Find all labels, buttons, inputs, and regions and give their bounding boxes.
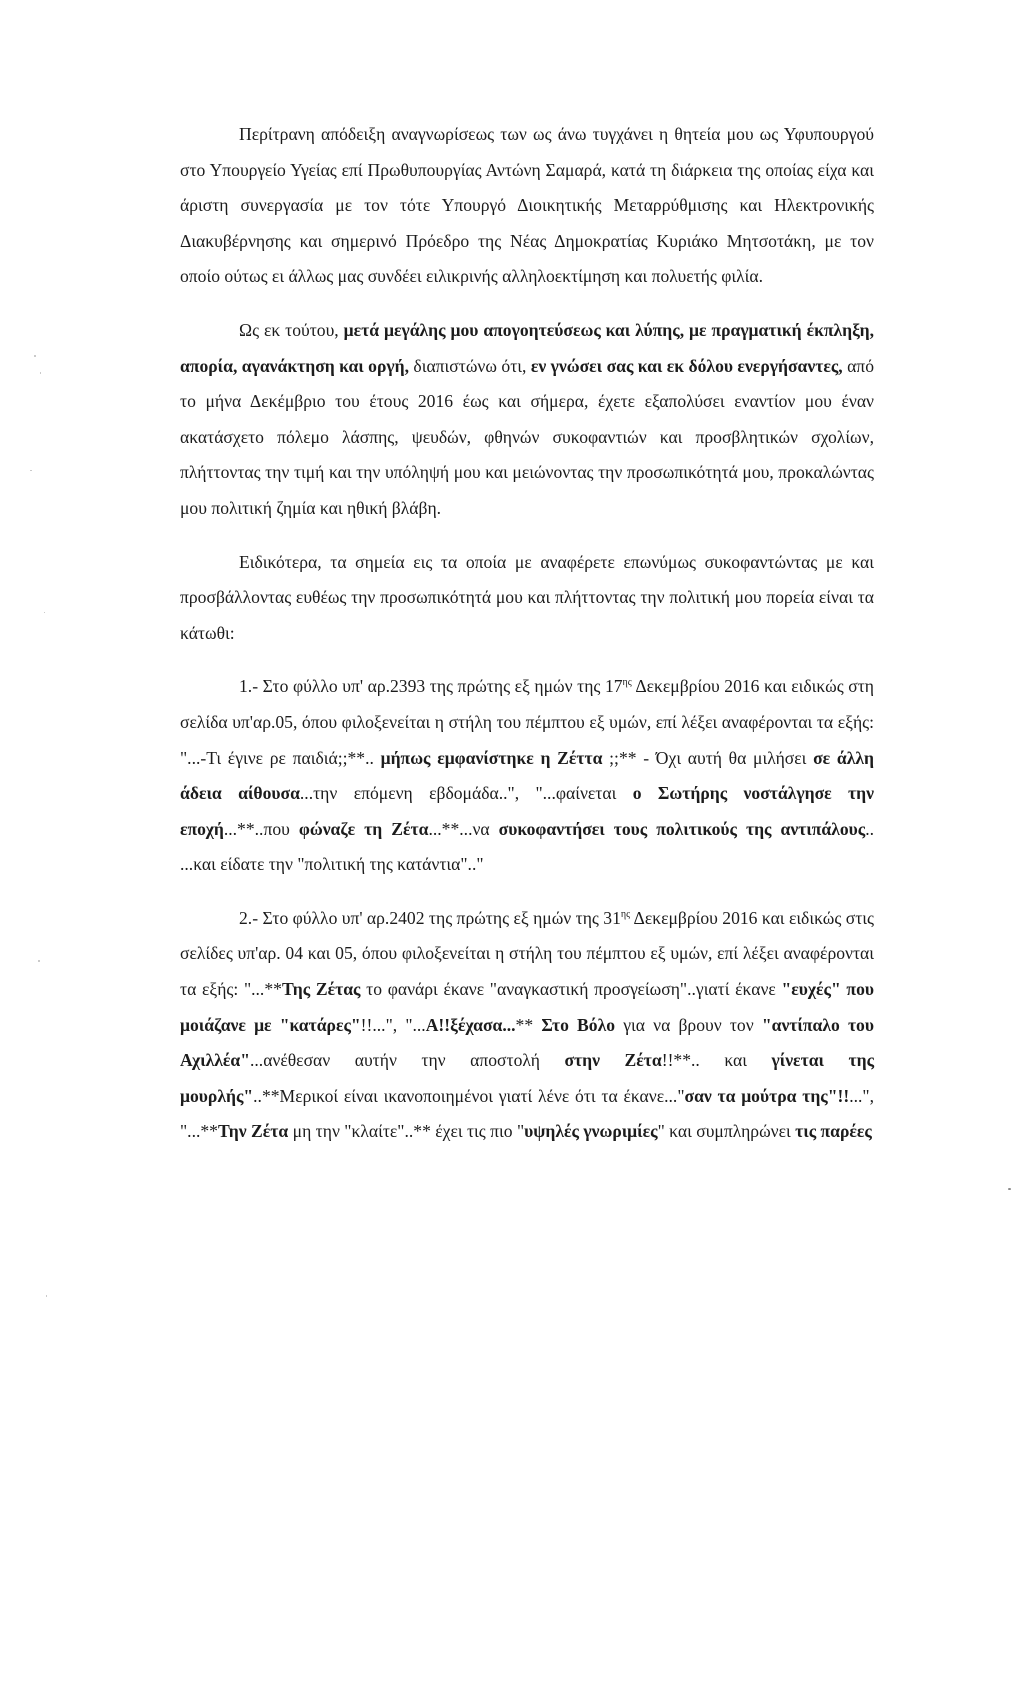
paragraph-text: Ειδικότερα, τα σημεία εις τα οποία με αναφέρετε επωνύμως συκοφαντώντας με και προσβάλλοντας ευθέως την προσωπικότητά μου και πλήττοντας την πολιτική μου πορεία είναι τα κάτωθι: xyxy=(180,551,874,643)
scan-speck xyxy=(40,372,41,374)
bold-run: σε άλλη άδεια αίθουσα xyxy=(180,747,874,804)
scan-speck xyxy=(44,612,45,613)
text-run: το φανάρι έκανε "αναγκαστική προσγείωση"..γιατί έκανε xyxy=(360,979,782,1000)
text-run: ...", "...** xyxy=(180,1085,874,1142)
bold-run: Της Ζέτας xyxy=(281,979,361,1000)
bold-run: εν γνώσει σας και εκ δόλου ενεργήσαντες, xyxy=(530,355,843,376)
bold-run: μετά μεγάλης μου απογοητεύσεως και λύπης, με πραγματική έκπληξη, απορία, αγανάκτηση και οργή, xyxy=(180,319,874,376)
bold-run: Στο Βόλο xyxy=(541,1014,616,1035)
text-run: διαπιστώνω ότι, xyxy=(409,355,531,376)
text-run: ;;** - Όχι αυτή θα μιλήσει xyxy=(602,747,814,768)
text-run: Ως εκ τούτου, xyxy=(239,319,344,340)
paragraph-text: Περίτρανη απόδειξη αναγνωρίσεως των ως άνω τυγχάνει η θητεία μου ως Υφυπουργού στο Υπουργείο Υγείας επί Πρωθυπουργίας Αντώνη Σαμαρά, κατά τη διάρκεια της οποίας είχα και άριστη συνεργασία με τον τότε Υπουργό Διοικητικής Μεταρρύθμισης και Ηλεκτρονικής Διακυβέρνησης και σημερινό Πρόεδρο της Νέας Δημοκρατίας Κυριάκο Μητσοτάκη, με τον οποίο ούτως ει άλλως μας συνδέει ειλικρινής αλληλοεκτίμηση και πολυετής φιλία. xyxy=(180,124,874,287)
paragraph-1 xyxy=(180,117,874,295)
text-run: .. ...και είδατε την "πολιτική της κατάντια".." xyxy=(180,818,874,875)
bold-run: Α!!ξέχασα... xyxy=(425,1014,516,1035)
paragraph-3 xyxy=(180,545,874,652)
bold-run: Την Ζέτα xyxy=(217,1121,289,1142)
bold-run: μήπως εμφανίστηκε η Ζέττα xyxy=(380,747,603,768)
text-run: ** xyxy=(515,1014,542,1035)
bold-run: στην Ζέτα xyxy=(564,1050,662,1071)
scan-speck xyxy=(38,960,40,962)
text-run: !!**.. και xyxy=(661,1050,772,1071)
bold-run: σαν τα μούτρα της"!! xyxy=(684,1085,850,1106)
bold-run: "ευχές" που μοιάζανε με "κατάρες" xyxy=(180,979,874,1035)
bold-run: συκοφαντήσει τους πολιτικούς της αντιπάλους xyxy=(498,818,866,839)
paragraph-5 xyxy=(180,901,874,1150)
letter-body xyxy=(180,117,874,1150)
text-run: Δεκεμβρίου 2016 και ειδικώς στη σελίδα υπ'αρ.05, όπου φιλοξενείται η στήλη του πέμπτου εξ υμών, επί λέξει αναφέρονται τα εξής: "...-Τι έγινε ρε παιδιά;;**.. xyxy=(180,676,874,768)
ordinal-suffix: ης xyxy=(620,909,631,921)
ordinal-suffix: ης xyxy=(622,677,632,689)
text-run: μη την "κλαίτε"..** έχει τις πιο " xyxy=(288,1121,525,1142)
text-run: Δεκεμβρίου 2016 και ειδικώς στις σελίδες υπ'αρ. 04 και 05, όπου φιλοξενείται η στήλη του πέμπτου εξ υμών, επί λέξει αναφέρονται τα εξής: "...** xyxy=(180,907,874,1000)
paragraph-4 xyxy=(180,669,874,883)
text-run: ...**...να xyxy=(428,818,499,839)
bold-run: υψηλές γνωριμίες xyxy=(524,1121,658,1142)
scan-speck xyxy=(34,355,36,357)
scan-speck xyxy=(1008,1188,1011,1190)
text-run: " και συμπληρώνει xyxy=(657,1121,796,1142)
text-run: ..**Μερικοί είναι ικανοποιημένοι γιατί λένε ότι τα έκανε..." xyxy=(253,1085,685,1106)
text-run: από το μήνα Δεκέμβριο του έτους 2016 έως και σήμερα, έχετε εξαπολύσει εναντίον μου έναν ακατάσχετο πόλεμο λάσπης, ψευδών, φθηνών συκοφαντιών και προσβλητικών σχολίων, πλήττοντας την τιμή και την υπόληψή μου και μειώνοντας την προσωπικότητά μου, προκαλώντας μου πολιτική ζημία και ηθική βλάβη. xyxy=(180,355,874,518)
text-run: για να βρουν τον xyxy=(615,1014,762,1035)
scan-speck xyxy=(46,1295,47,1297)
text-run: !!...", "... xyxy=(360,1014,426,1035)
text-run: 2.- Στο φύλλο υπ' αρ.2402 της πρώτης εξ ημών της 31 xyxy=(239,907,621,928)
bold-run: "αντίπαλο του Αχιλλέα" xyxy=(180,1014,874,1071)
bold-run: φώναζε τη Ζέτα xyxy=(298,818,429,839)
bold-run: τις παρέες xyxy=(795,1121,872,1142)
scan-speck xyxy=(30,470,32,471)
text-run: 1.- Στο φύλλο υπ' αρ.2393 της πρώτης εξ ημών της 17 xyxy=(239,676,623,697)
bold-run: ο Σωτήρης νοστάλγησε την εποχή xyxy=(180,783,874,839)
text-run: ...**..που xyxy=(223,818,299,839)
text-run: ...την επόμενη εβδομάδα..", "...φαίνεται xyxy=(299,783,633,804)
text-run: ...ανέθεσαν αυτήν την αποστολή xyxy=(250,1050,565,1071)
paragraph-2 xyxy=(180,313,874,527)
bold-run: γίνεται της μουρλής" xyxy=(180,1050,874,1106)
